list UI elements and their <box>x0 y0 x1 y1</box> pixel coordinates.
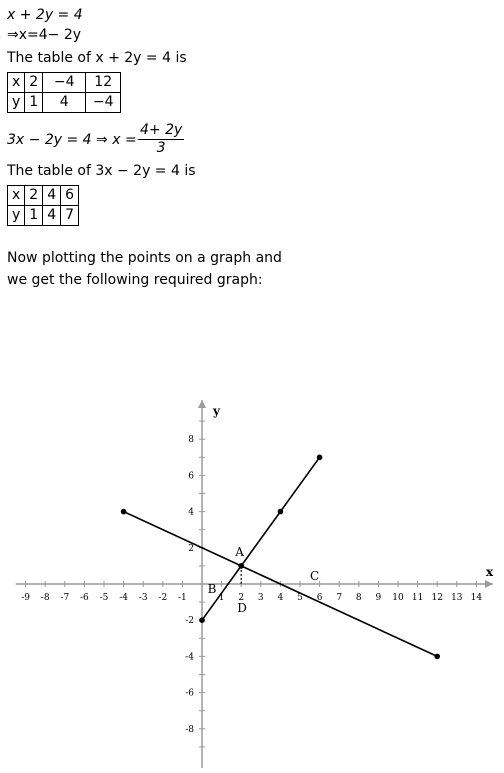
x-tick-label: -7 <box>60 593 70 603</box>
data-point <box>121 509 127 515</box>
x-tick-label: 8 <box>355 593 362 603</box>
x-tick-label: 7 <box>336 593 343 603</box>
point-label-c: C <box>310 569 320 583</box>
implies-symbol: ⇒ <box>96 132 108 148</box>
x-tick-label: 4 <box>277 593 284 603</box>
x-tick-label: -1 <box>178 593 187 603</box>
table-2-title: The table of 3x − 2y = 4 is <box>7 163 196 179</box>
table-cell: 7 <box>61 206 79 226</box>
x-tick-label: -8 <box>40 593 50 603</box>
table-cell: 12 <box>86 73 121 93</box>
x-tick-label: 10 <box>392 593 404 603</box>
point-label-d: D <box>237 601 247 615</box>
point-label-b: B <box>207 582 217 596</box>
table-cell: 4 <box>43 93 86 113</box>
table-cell: y <box>8 93 25 113</box>
x-tick-label: 6 <box>316 593 323 603</box>
table-cell: 2 <box>25 186 43 206</box>
point-label-a: A <box>235 544 244 559</box>
table-cell: y <box>8 206 25 226</box>
table-cell: x <box>8 73 25 93</box>
equation-1-rhs: x=4− 2y <box>18 27 82 43</box>
x-tick-label: 2 <box>238 593 245 603</box>
x-tick-label: -5 <box>99 593 109 603</box>
y-tick-label: 4 <box>188 507 194 518</box>
x-tick-label: -4 <box>119 593 128 603</box>
x-tick-label: -9 <box>21 593 30 603</box>
equation-2-lhs: 3x − 2y = 4 <box>7 132 92 148</box>
y-axis-label: y <box>213 404 220 418</box>
fraction-denominator: 3 <box>156 140 166 156</box>
x-axis-arrow <box>485 580 493 588</box>
table-cell: 2 <box>25 73 43 93</box>
table-cell: 4 <box>43 186 61 206</box>
x-tick-label: -6 <box>80 593 89 603</box>
table-cell: 4 <box>43 206 61 226</box>
x-tick-label: 12 <box>431 593 443 603</box>
data-point <box>434 654 440 660</box>
y-tick-label: 6 <box>188 471 194 482</box>
table-1-title: The table of x + 2y = 4 is <box>7 50 187 66</box>
x-tick-label: 9 <box>375 593 382 603</box>
table-cell: −4 <box>86 93 121 113</box>
x-tick-label: 11 <box>411 593 424 603</box>
text-line-1: Now plotting the points on a graph and <box>7 250 282 266</box>
equation-2-x: x = <box>112 132 137 148</box>
table-cell: 1 <box>25 93 43 113</box>
x-tick-label: 1 <box>218 593 225 603</box>
table-cell: 1 <box>25 206 43 226</box>
y-axis-arrow <box>198 400 206 408</box>
y-tick-label: -4 <box>185 652 194 663</box>
y-tick-label: -8 <box>185 724 194 735</box>
x-tick-label: 5 <box>297 593 303 603</box>
implies-symbol: ⇒ <box>7 27 19 43</box>
table-cell: −4 <box>43 73 86 93</box>
y-tick-label: 2 <box>188 543 194 554</box>
y-tick-label: -6 <box>185 688 194 699</box>
table-cell: 6 <box>61 186 79 206</box>
x-tick-label: 14 <box>470 593 483 603</box>
data-point <box>199 617 205 623</box>
table-cell: x <box>8 186 25 206</box>
data-point <box>317 455 323 461</box>
y-tick-label: -2 <box>185 616 194 627</box>
fraction-numerator: 4+ 2y <box>140 122 183 138</box>
equation-1: x + 2y = 4 <box>7 7 83 23</box>
data-point <box>278 509 284 515</box>
x-tick-label: -3 <box>138 593 148 603</box>
x-tick-label: -2 <box>158 593 168 603</box>
text-line-2: we get the following required graph: <box>7 272 263 288</box>
x-tick-label: 3 <box>257 593 264 603</box>
x-axis-label: x <box>486 565 494 579</box>
x-tick-label: 13 <box>451 593 463 603</box>
y-tick-label: 8 <box>188 435 194 446</box>
